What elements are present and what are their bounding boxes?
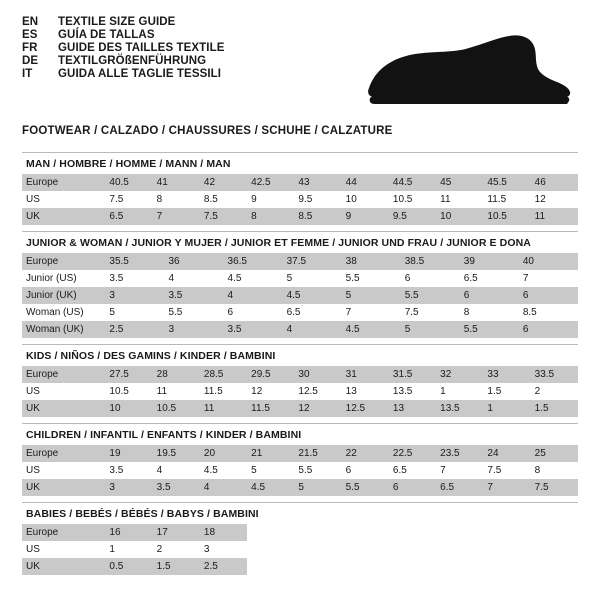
table-row <box>22 270 578 287</box>
table-row <box>22 321 578 338</box>
language-title-list <box>22 16 225 80</box>
table-row <box>22 191 578 208</box>
size-cell: 3.5 <box>105 462 152 479</box>
size-cell: 6 <box>460 287 519 304</box>
size-cell: 4 <box>164 270 223 287</box>
size-cell <box>389 524 436 541</box>
size-cell: 12 <box>531 191 578 208</box>
size-cell <box>483 541 530 558</box>
size-cell: 12 <box>247 383 294 400</box>
table-row <box>22 462 578 479</box>
language-title: GUIDE DES TAILLES TEXTILE <box>58 42 225 54</box>
row-label: Woman (UK) <box>22 321 105 338</box>
size-cell: 1 <box>436 383 483 400</box>
row-label: Europe <box>22 524 105 541</box>
language-row <box>22 55 225 67</box>
table-row <box>22 383 578 400</box>
size-cell: 10.5 <box>105 383 152 400</box>
size-cell: 8 <box>247 208 294 225</box>
size-cell: 27.5 <box>105 366 152 383</box>
size-cell: 24 <box>483 445 530 462</box>
size-cell: 7 <box>483 479 530 496</box>
size-cell: 8.5 <box>519 304 578 321</box>
size-cell: 5 <box>105 304 164 321</box>
size-cell <box>531 541 578 558</box>
size-cell: 2 <box>531 383 578 400</box>
size-cell: 13 <box>342 383 389 400</box>
size-cell: 4.5 <box>200 462 247 479</box>
size-cell: 3 <box>105 479 152 496</box>
size-cell: 10 <box>436 208 483 225</box>
size-cell <box>342 541 389 558</box>
size-cell: 4.5 <box>283 287 342 304</box>
size-cell: 6.5 <box>389 462 436 479</box>
size-cell: 11 <box>200 400 247 417</box>
size-table <box>22 524 578 575</box>
row-label: US <box>22 191 105 208</box>
table-row <box>22 479 578 496</box>
size-cell: 5 <box>294 479 341 496</box>
size-cell: 5.5 <box>342 479 389 496</box>
size-cell: 40.5 <box>105 174 152 191</box>
size-cell: 10.5 <box>483 208 530 225</box>
language-code: FR <box>22 42 38 54</box>
size-cell: 7 <box>342 304 401 321</box>
size-cell: 23.5 <box>436 445 483 462</box>
size-cell: 6.5 <box>105 208 152 225</box>
size-cell: 11 <box>531 208 578 225</box>
size-cell: 35.5 <box>105 253 164 270</box>
size-cell: 1.5 <box>483 383 530 400</box>
size-cell: 5.5 <box>342 270 401 287</box>
size-cell: 1 <box>483 400 530 417</box>
size-cell: 4 <box>283 321 342 338</box>
size-cell: 9 <box>247 191 294 208</box>
size-cell: 7.5 <box>401 304 460 321</box>
size-section <box>22 231 578 338</box>
row-label: Europe <box>22 174 105 191</box>
size-cell: 3.5 <box>153 479 200 496</box>
language-title: GUÍA DE TALLAS <box>58 29 155 41</box>
size-cell: 5.5 <box>401 287 460 304</box>
header <box>22 16 578 110</box>
table-row <box>22 541 578 558</box>
language-code: IT <box>22 68 33 80</box>
size-cell: 3 <box>200 541 247 558</box>
row-label: Europe <box>22 253 105 270</box>
size-table <box>22 445 578 496</box>
size-cell: 9 <box>342 208 389 225</box>
size-cell: 7 <box>519 270 578 287</box>
size-cell: 37.5 <box>283 253 342 270</box>
size-cell: 38.5 <box>401 253 460 270</box>
size-cell <box>483 558 530 575</box>
language-row <box>22 16 225 28</box>
size-cell: 6 <box>224 304 283 321</box>
size-cell: 6 <box>519 287 578 304</box>
section-title: CHILDREN / INFANTIL / ENFANTS / KINDER / BAMBINI <box>26 429 302 441</box>
size-cell: 13.5 <box>436 400 483 417</box>
size-cell: 8.5 <box>294 208 341 225</box>
size-cell: 5.5 <box>164 304 223 321</box>
section-title: BABIES / BEBÉS / BÉBÉS / BABYS / BAMBINI <box>26 508 259 520</box>
size-cell: 10 <box>342 191 389 208</box>
size-cell: 31 <box>342 366 389 383</box>
size-cell: 38 <box>342 253 401 270</box>
size-cell: 6 <box>401 270 460 287</box>
row-label: Junior (UK) <box>22 287 105 304</box>
size-cell: 2.5 <box>105 321 164 338</box>
size-cell: 12.5 <box>294 383 341 400</box>
size-cell: 31.5 <box>389 366 436 383</box>
size-cell: 2.5 <box>200 558 247 575</box>
size-cell: 4 <box>153 462 200 479</box>
size-cell <box>247 524 294 541</box>
size-cell: 11.5 <box>483 191 530 208</box>
size-cell: 8 <box>531 462 578 479</box>
language-code: EN <box>22 16 39 28</box>
table-row <box>22 524 578 541</box>
row-label: Junior (US) <box>22 270 105 287</box>
size-cell: 41 <box>153 174 200 191</box>
size-cell: 6 <box>389 479 436 496</box>
size-section <box>22 344 578 417</box>
language-row <box>22 29 225 41</box>
language-code: DE <box>22 55 39 67</box>
size-cell <box>294 541 341 558</box>
size-cell: 1 <box>105 541 152 558</box>
size-cell <box>436 558 483 575</box>
size-cell: 33.5 <box>531 366 578 383</box>
size-cell: 4.5 <box>247 479 294 496</box>
size-cell: 17 <box>153 524 200 541</box>
size-cell <box>531 524 578 541</box>
size-cell: 5 <box>401 321 460 338</box>
size-cell: 8 <box>460 304 519 321</box>
size-cell: 6.5 <box>436 479 483 496</box>
size-cell <box>436 541 483 558</box>
size-cell: 5 <box>247 462 294 479</box>
section-title: KIDS / NIÑOS / DES GAMINS / KINDER / BAMBINI <box>26 350 276 362</box>
size-cell: 29.5 <box>247 366 294 383</box>
size-cell: 16 <box>105 524 152 541</box>
size-cell: 18 <box>200 524 247 541</box>
size-cell: 1.5 <box>531 400 578 417</box>
size-cell <box>342 558 389 575</box>
language-code: ES <box>22 29 38 41</box>
table-row <box>22 174 578 191</box>
size-cell: 11 <box>153 383 200 400</box>
table-row <box>22 287 578 304</box>
size-cell: 36.5 <box>224 253 283 270</box>
size-cell: 12.5 <box>342 400 389 417</box>
size-cell: 40 <box>519 253 578 270</box>
size-table <box>22 174 578 225</box>
table-row <box>22 304 578 321</box>
size-cell: 28 <box>153 366 200 383</box>
size-cell: 6 <box>342 462 389 479</box>
language-row <box>22 42 225 54</box>
size-cell: 8.5 <box>200 191 247 208</box>
size-cell: 6.5 <box>460 270 519 287</box>
size-cell: 1.5 <box>153 558 200 575</box>
size-cell: 43 <box>294 174 341 191</box>
size-cell: 13 <box>389 400 436 417</box>
size-cell: 4 <box>224 287 283 304</box>
size-cell <box>389 558 436 575</box>
size-cell: 10 <box>105 400 152 417</box>
section-title: MAN / HOMBRE / HOMME / MANN / MAN <box>26 158 231 170</box>
size-cell: 3 <box>105 287 164 304</box>
size-cell <box>247 541 294 558</box>
size-cell: 42 <box>200 174 247 191</box>
size-cell: 21.5 <box>294 445 341 462</box>
size-cell <box>483 524 530 541</box>
size-cell: 10.5 <box>389 191 436 208</box>
size-cell: 7 <box>153 208 200 225</box>
category-heading: FOOTWEAR / CALZADO / CHAUSSURES / SCHUHE / CALZATURE <box>22 125 393 137</box>
size-cell: 5 <box>283 270 342 287</box>
size-cell: 25 <box>531 445 578 462</box>
row-label: US <box>22 462 105 479</box>
size-cell <box>294 558 341 575</box>
size-section <box>22 152 578 225</box>
row-label: Woman (US) <box>22 304 105 321</box>
size-cell <box>389 541 436 558</box>
size-cell: 3.5 <box>224 321 283 338</box>
size-cell: 21 <box>247 445 294 462</box>
size-section <box>22 502 578 575</box>
language-title: GUIDA ALLE TAGLIE TESSILI <box>58 68 222 80</box>
size-cell: 4.5 <box>342 321 401 338</box>
size-cell: 32 <box>436 366 483 383</box>
size-table <box>22 253 578 338</box>
size-cell <box>247 558 294 575</box>
size-cell <box>531 558 578 575</box>
size-cell: 44.5 <box>389 174 436 191</box>
size-cell: 12 <box>294 400 341 417</box>
size-cell: 6 <box>519 321 578 338</box>
size-section <box>22 423 578 496</box>
size-cell: 13.5 <box>389 383 436 400</box>
size-tables <box>22 152 578 575</box>
language-row <box>22 68 225 80</box>
size-cell: 7.5 <box>531 479 578 496</box>
size-cell <box>436 524 483 541</box>
row-label: Europe <box>22 366 105 383</box>
size-cell <box>342 524 389 541</box>
size-cell: 4.5 <box>224 270 283 287</box>
size-cell: 10.5 <box>153 400 200 417</box>
size-cell: 19 <box>105 445 152 462</box>
size-cell: 42.5 <box>247 174 294 191</box>
table-row <box>22 558 578 575</box>
size-cell: 3 <box>164 321 223 338</box>
size-cell: 8 <box>153 191 200 208</box>
size-cell: 11.5 <box>200 383 247 400</box>
size-cell: 4 <box>200 479 247 496</box>
size-cell <box>294 524 341 541</box>
size-cell: 45.5 <box>483 174 530 191</box>
size-cell: 44 <box>342 174 389 191</box>
table-row <box>22 366 578 383</box>
size-cell: 46 <box>531 174 578 191</box>
size-cell: 11.5 <box>247 400 294 417</box>
size-cell: 20 <box>200 445 247 462</box>
size-cell: 9.5 <box>294 191 341 208</box>
size-cell: 11 <box>436 191 483 208</box>
size-cell: 45 <box>436 174 483 191</box>
size-cell: 5.5 <box>460 321 519 338</box>
size-cell: 22.5 <box>389 445 436 462</box>
size-cell: 30 <box>294 366 341 383</box>
size-cell: 19.5 <box>153 445 200 462</box>
size-cell: 5.5 <box>294 462 341 479</box>
row-label: UK <box>22 208 105 225</box>
table-row <box>22 445 578 462</box>
row-label: US <box>22 383 105 400</box>
row-label: UK <box>22 400 105 417</box>
size-cell: 2 <box>153 541 200 558</box>
size-table <box>22 366 578 417</box>
size-cell: 3.5 <box>105 270 164 287</box>
dress-shoe-icon <box>357 30 572 110</box>
table-row <box>22 400 578 417</box>
size-cell: 9.5 <box>389 208 436 225</box>
table-row <box>22 253 578 270</box>
size-cell: 7.5 <box>200 208 247 225</box>
size-cell: 36 <box>164 253 223 270</box>
language-title: TEXTILGRÖßENFÜHRUNG <box>58 55 207 67</box>
row-label: UK <box>22 558 105 575</box>
size-cell: 3.5 <box>164 287 223 304</box>
language-title: TEXTILE SIZE GUIDE <box>58 16 176 28</box>
size-cell: 7.5 <box>105 191 152 208</box>
size-cell: 28.5 <box>200 366 247 383</box>
row-label: UK <box>22 479 105 496</box>
size-cell: 5 <box>342 287 401 304</box>
size-cell: 39 <box>460 253 519 270</box>
size-cell: 7.5 <box>483 462 530 479</box>
section-title: JUNIOR & WOMAN / JUNIOR Y MUJER / JUNIOR ET FEMME / JUNIOR UND FRAU / JUNIOR E DONA <box>26 237 531 249</box>
size-cell: 7 <box>436 462 483 479</box>
size-cell: 0.5 <box>105 558 152 575</box>
size-cell: 6.5 <box>283 304 342 321</box>
size-cell: 33 <box>483 366 530 383</box>
row-label: US <box>22 541 105 558</box>
row-label: Europe <box>22 445 105 462</box>
size-cell: 22 <box>342 445 389 462</box>
table-row <box>22 208 578 225</box>
